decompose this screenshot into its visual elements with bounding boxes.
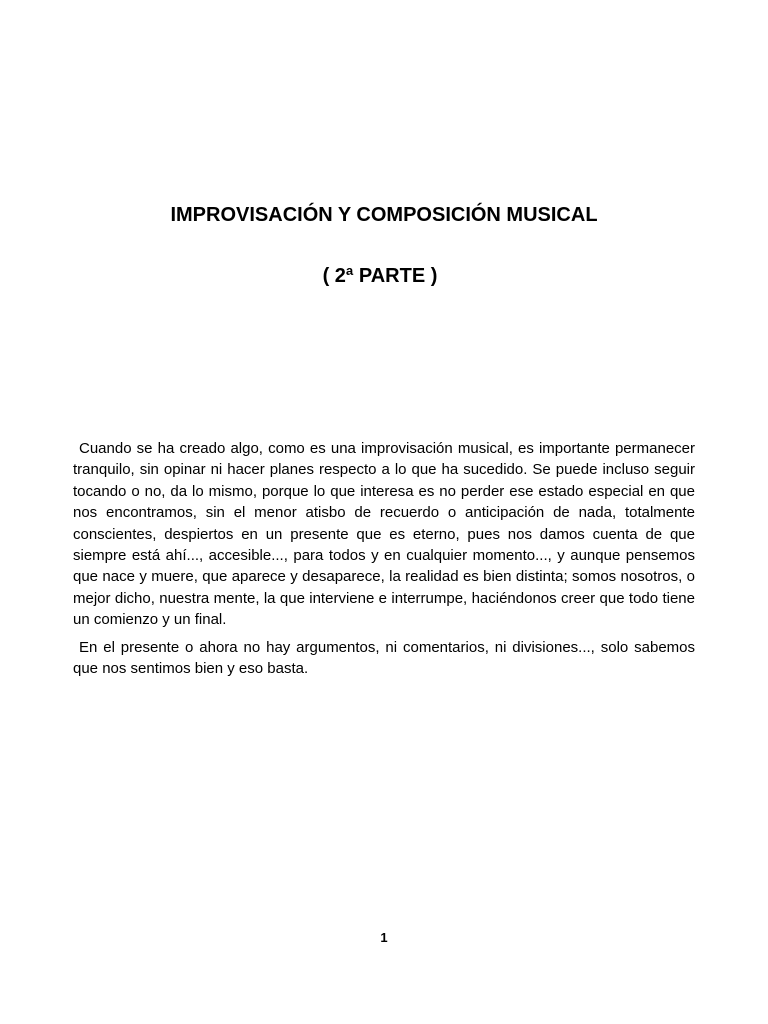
page-number: 1 — [380, 930, 388, 945]
document-title: IMPROVISACIÓN Y COMPOSICIÓN MUSICAL — [170, 204, 598, 226]
body-text — [73, 438, 695, 685]
document-subtitle: ( 2ª PARTE ) — [322, 265, 438, 287]
paragraph-2: En el presente o ahora no hay argumentos, ni comentarios, ni divisiones..., solo sabemos que nos sentimos bien y eso basta. — [73, 638, 695, 678]
paragraph-1: Cuando se ha creado algo, como es una improvisación musical, es importante permanecer tranquilo, sin opinar ni hacer planes respecto a lo que ha sucedido. Se puede incluso seguir tocando o no, da lo mismo, porque lo que interesa es no perder ese estado especial en que nos encontramos, sin el menor atisbo de recuerdo o anticipación de nada, totalmente conscientes, despiertos en un presente que es eterno, pues nos damos cuenta de que siempre está ahí..., accesible..., para todos y en cualquier momento..., y aunque pensemos que nace y muere, que aparece y desaparece, la realidad es bien distinta; somos nosotros, o mejor dicho, nuestra mente, la que interviene e interrumpe, haciéndonos creer que todo tiene un comienzo y un final. — [73, 440, 695, 629]
